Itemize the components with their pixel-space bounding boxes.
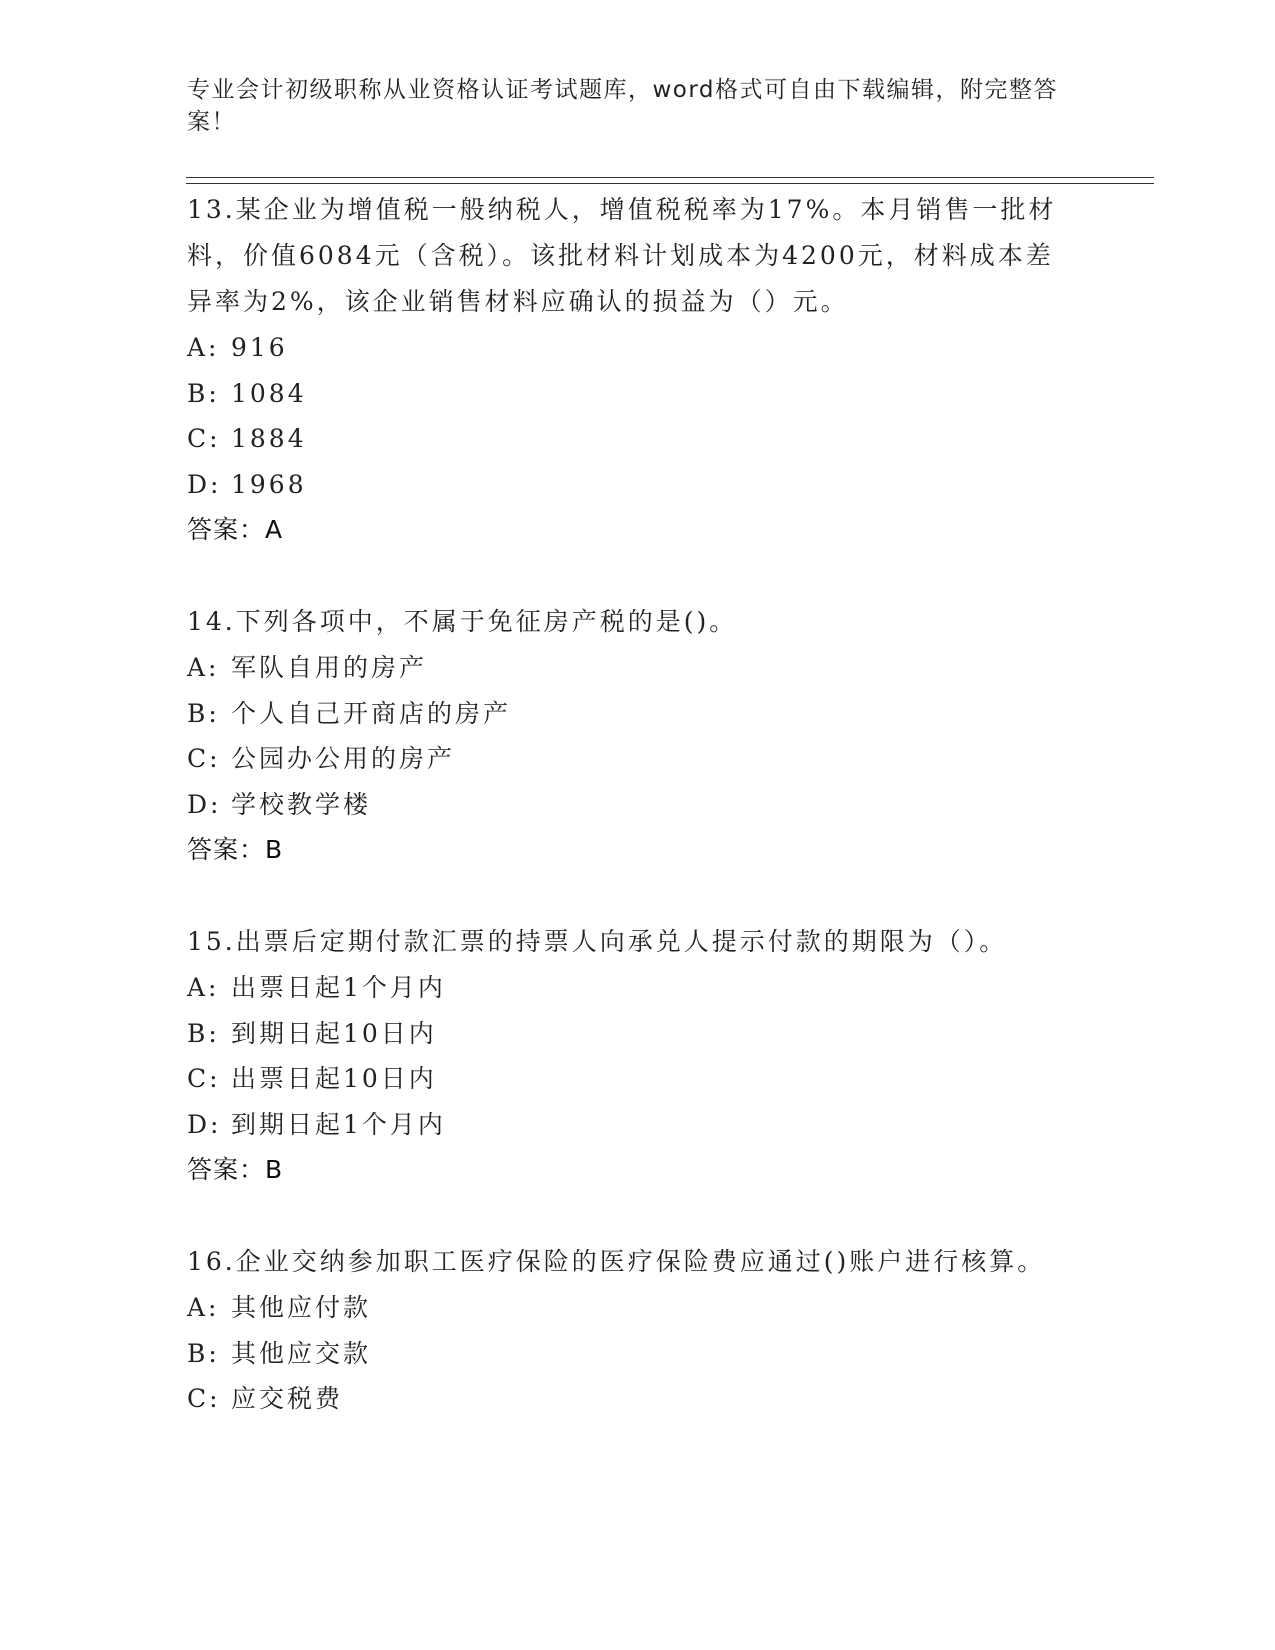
option-a: [187, 965, 1067, 1011]
option-letter: A:: [187, 1293, 220, 1322]
question-stem: 16.企业交纳参加职工医疗保险的医疗保险费应通过()账户进行核算。: [187, 1247, 1046, 1276]
option-letter: D:: [187, 789, 222, 819]
option-d: [187, 462, 1067, 508]
question-14: [187, 599, 1067, 873]
option-letter: B:: [187, 1338, 220, 1368]
option-text: 公园办公用的房产: [231, 744, 456, 773]
option-letter: C:: [187, 744, 221, 773]
option-text: 到期日起10日内: [231, 1018, 437, 1048]
answer-line: 答案：B: [187, 1155, 284, 1184]
option-text: 916: [231, 333, 288, 362]
option-text: 军队自用的房产: [231, 653, 428, 682]
option-letter: B:: [187, 698, 220, 728]
option-text: 出票日起1个月内: [231, 973, 446, 1002]
option-b: [187, 1011, 1067, 1057]
option-c: [187, 1376, 1067, 1422]
option-d: [187, 782, 1067, 828]
option-c: [187, 1056, 1067, 1102]
header-divider-top: [186, 177, 1154, 178]
option-text: 应交税费: [231, 1384, 344, 1413]
option-letter: A:: [187, 653, 220, 682]
option-letter: D:: [187, 469, 222, 499]
answer-line: 答案：A: [187, 515, 284, 544]
option-text: 到期日起1个月内: [231, 1109, 446, 1139]
option-letter: B:: [187, 1018, 220, 1048]
option-text: 其他应交款: [231, 1338, 372, 1368]
option-b: [187, 691, 1067, 737]
option-text: 个人自己开商店的房产: [231, 698, 512, 728]
question-stem: 15.出票后定期付款汇票的持票人向承兑人提示付款的期限为（）。: [187, 927, 1008, 956]
option-c: [187, 416, 1067, 462]
option-text: 其他应付款: [231, 1293, 372, 1322]
option-a: [187, 325, 1067, 371]
option-letter: A:: [187, 973, 220, 1002]
question-15: [187, 919, 1067, 1193]
option-text: 1084: [231, 378, 307, 408]
option-a: [187, 1285, 1067, 1331]
option-letter: B:: [187, 378, 220, 408]
question-16: [187, 1239, 1067, 1422]
option-a: [187, 645, 1067, 691]
option-letter: C:: [187, 1384, 221, 1413]
option-text: 1968: [231, 469, 307, 499]
document-header: 专业会计初级职称从业资格认证考试题库，word格式可自由下载编辑，附完整答案！: [187, 77, 1059, 135]
option-letter: C:: [187, 424, 221, 453]
option-letter: D:: [187, 1109, 222, 1139]
option-d: [187, 1102, 1067, 1148]
option-letter: A:: [187, 333, 220, 362]
option-text: 学校教学楼: [231, 789, 372, 819]
answer-line: 答案：B: [187, 835, 284, 864]
option-text: 1884: [231, 424, 307, 453]
question-stem: 13.某企业为增值税一般纳税人，增值税税率为17%。本月销售一批材料，价值6084元（含税）。该批材料计划成本为4200元，材料成本差异率为2%，该企业销售材料应确认的损益为（）元。: [187, 195, 1057, 316]
question-stem: 14.下列各项中，不属于免征房产税的是()。: [187, 607, 738, 636]
header-divider-bottom: [186, 183, 1154, 184]
question-list: [187, 187, 1067, 1468]
option-b: [187, 1331, 1067, 1377]
option-text: 出票日起10日内: [231, 1064, 437, 1093]
question-13: [187, 187, 1067, 553]
option-c: [187, 736, 1067, 782]
option-b: [187, 371, 1067, 417]
option-letter: C:: [187, 1064, 221, 1093]
